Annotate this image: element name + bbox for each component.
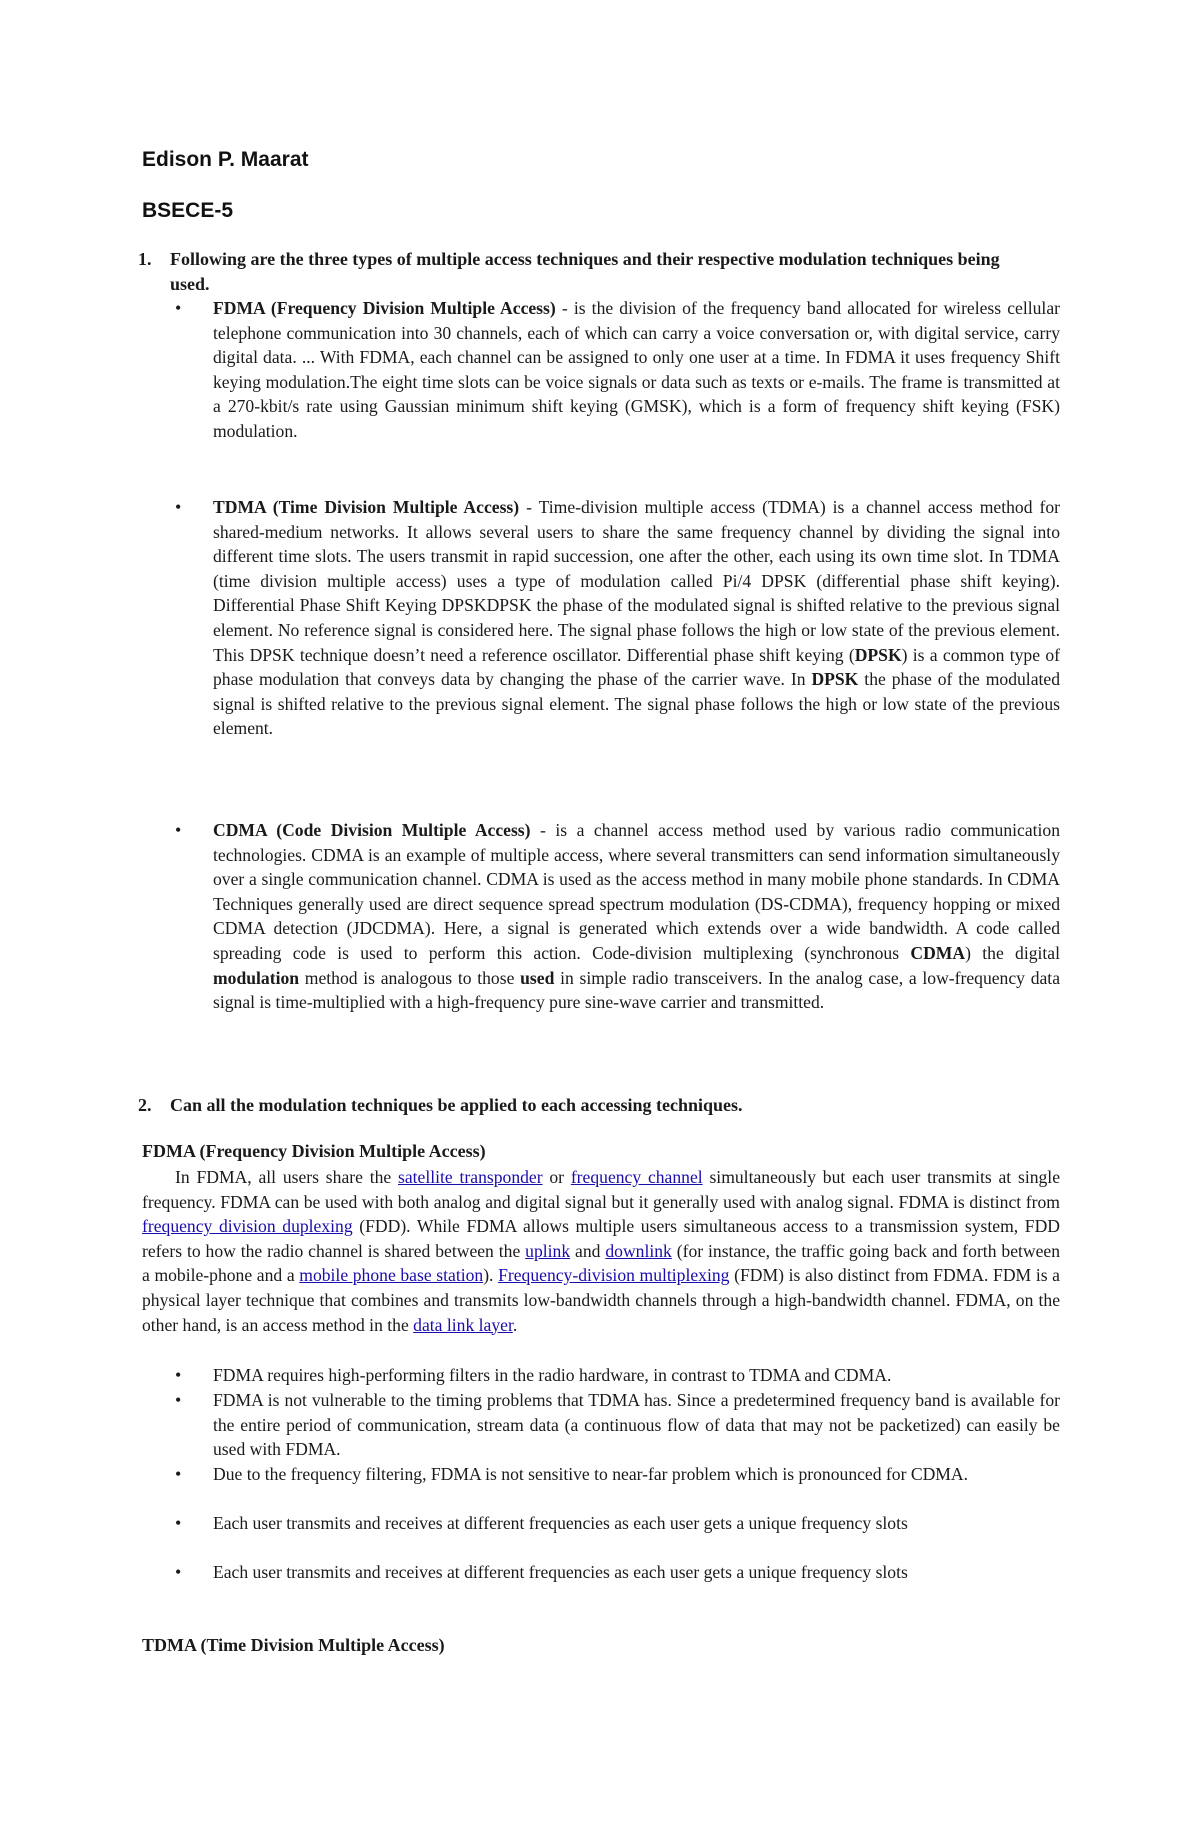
cdma-body-3: method is analogous to those: [299, 967, 521, 988]
question-2-text: Can all the modulation techniques be applied to each accessing techniques.: [170, 1095, 743, 1115]
cdma-body-1: - is a channel access method used by various radio communication technologies. CDMA is an example of multiple access, where several transmitters can send information simultaneously over a single communication channel. CDMA is used as the access method in many mobile phone standards. In CDMA Techniques generally used are direct sequence spread spectrum modulation (DS-CDMA), frequency hopping or mixed CDMA detection (JDCDMA). Here, a signal is generated which extends over a wide bandwidth. A code called spreading code is used to perform this action. Code-division multiplexing (synchronous: [213, 820, 1060, 963]
tdma-bold-1: DPSK: [854, 644, 902, 665]
fdma-para-text-9: .: [512, 1314, 518, 1335]
question-1-text: Following are the three types of multiple access techniques and their respective modulation techniques being used.: [170, 249, 1000, 294]
link-data-link-layer[interactable]: data link layer: [413, 1314, 513, 1335]
question-1-number: 1.: [138, 249, 152, 269]
fdma-para-text-8: (FDM) is also distinct from FDMA. FDM is a physical layer technique that combines and transmits low-bandwidth channels through a high-bandwidth channel. FDMA, on the other hand, is an access method in the: [142, 1265, 1060, 1335]
fdma-point-5: • Each user transmits and receives at different frequencies as each user gets a unique frequency slots: [213, 1560, 1060, 1585]
fdma-point-3: • Due to the frequency filtering, FDMA is not sensitive to near-far problem which is pronounced for CDMA.: [213, 1462, 1060, 1487]
question-2-number: 2.: [138, 1095, 152, 1115]
question-1: [138, 247, 1038, 296]
cdma-body-2: ) the digital: [965, 942, 1061, 963]
fdma-point-1: • FDMA requires high-performing filters in the radio hardware, in contrast to TDMA and CDMA.: [213, 1363, 1060, 1388]
fdma-title: FDMA (Frequency Division Multiple Access): [213, 298, 556, 318]
link-frequency-division-multiplexing[interactable]: Frequency-division multiplexing: [498, 1265, 730, 1286]
link-frequency-channel[interactable]: frequency channel: [570, 1167, 703, 1187]
cdma-body-4: in simple radio transceivers. In the analog case, a low-frequency data signal is time-multiplied with a high-frequency pure sine-wave carrier and transmitted.: [213, 967, 1060, 1013]
link-uplink[interactable]: uplink: [525, 1240, 571, 1261]
fdma-point-2: • FDMA is not vulnerable to the timing problems that TDMA has. Since a predetermined frequency band is available for the entire period of communication, stream data (a continuous flow of data that may not be packetized) can easily be used with FDMA.: [213, 1388, 1060, 1462]
tdma-body-3: the phase of the modulated signal is shifted relative to the previous signal element. The signal phase follows the high or low state of the previous element.: [213, 669, 1061, 739]
cdma-bold-1: CDMA: [910, 942, 966, 963]
cdma-bullet: [213, 818, 1060, 1015]
tdma-subheading: TDMA (Time Division Multiple Access): [142, 1635, 445, 1655]
fdma-bullet: [213, 296, 1060, 444]
cdma-title: CDMA (Code Division Multiple Access): [213, 820, 531, 840]
tdma-body-1: - Time-division multiple access (TDMA) is a channel access method for shared-medium networks. It allows several users to share the same frequency channel by dividing the signal into different time slots. The users transmit in rapid succession, one after the other, each using its own time slot. In TDMA (time division multiple access) uses a type of modulation called Pi/4 DPSK (differential phase shift keying). Differential Phase Shift Keying DPSKDPSK the phase of the modulated signal is shifted relative to the previous signal element. No reference signal is considered here. The signal phase follows the high or low state of the previous element. This DPSK technique doesn’t need a reference oscillator. Differential phase shift keying (: [213, 497, 1060, 665]
link-mobile-phone-base-station[interactable]: mobile phone base station: [299, 1265, 484, 1286]
link-satellite-transponder[interactable]: satellite transponder: [398, 1167, 543, 1187]
fdma-para-text-6: (for instance, the traffic going back and forth between a mobile-phone and a: [142, 1240, 1061, 1286]
author-name: Edison P. Maarat: [142, 148, 309, 171]
tdma-bullet: [213, 495, 1060, 741]
cdma-bold-2: modulation: [213, 967, 300, 988]
fdma-para-text-3: simultaneously but each user transmits at single frequency. FDMA can be used with both analog and digital signal but it generally used with analog signal. FDMA is distinct from: [142, 1167, 1061, 1212]
fdma-para-text-2: or: [542, 1167, 571, 1187]
tdma-body-2: ) is a common type of phase modulation that conveys data by changing the phase of the carrier wave. In: [213, 644, 1060, 690]
link-downlink[interactable]: downlink: [605, 1240, 672, 1261]
tdma-bold-2: DPSK: [811, 669, 859, 690]
link-frequency-division-duplexing[interactable]: frequency division duplexing: [142, 1216, 353, 1237]
fdma-para-text-4: (FDD). While FDMA allows multiple users simultaneous access to a transmission system, FDD refers to how the radio channel is shared between the: [142, 1216, 1060, 1261]
section-label: BSECE-5: [142, 199, 234, 222]
fdma-subheading: FDMA (Frequency Division Multiple Access): [142, 1141, 486, 1161]
fdma-point-4: • Each user transmits and receives at different frequencies as each user gets a unique frequency slots: [213, 1511, 1060, 1536]
fdma-body: - is the division of the frequency band allocated for wireless cellular telephone communication into 30 channels, each of which can carry a voice conversation or, with digital service, carry digital data. ... With FDMA, each channel can be assigned to only one user at a time. In FDMA it uses frequency Shift keying modulation.The eight time slots can be voice signals or data such as texts or e-mails. The frame is transmitted at a 270-kbit/s rate using Gaussian minimum shift keying (GMSK), which is a form of frequency shift keying (FSK) modulation.: [213, 298, 1060, 441]
fdma-para-text-1: In FDMA, all users share the: [175, 1167, 399, 1187]
fdma-para-text-5: and: [570, 1240, 606, 1261]
fdma-para-text-7: ).: [483, 1265, 499, 1286]
fdma-paragraph: [142, 1165, 1060, 1337]
tdma-title: TDMA (Time Division Multiple Access): [213, 497, 520, 517]
cdma-bold-3: used: [520, 967, 555, 988]
question-2: [138, 1093, 1038, 1118]
